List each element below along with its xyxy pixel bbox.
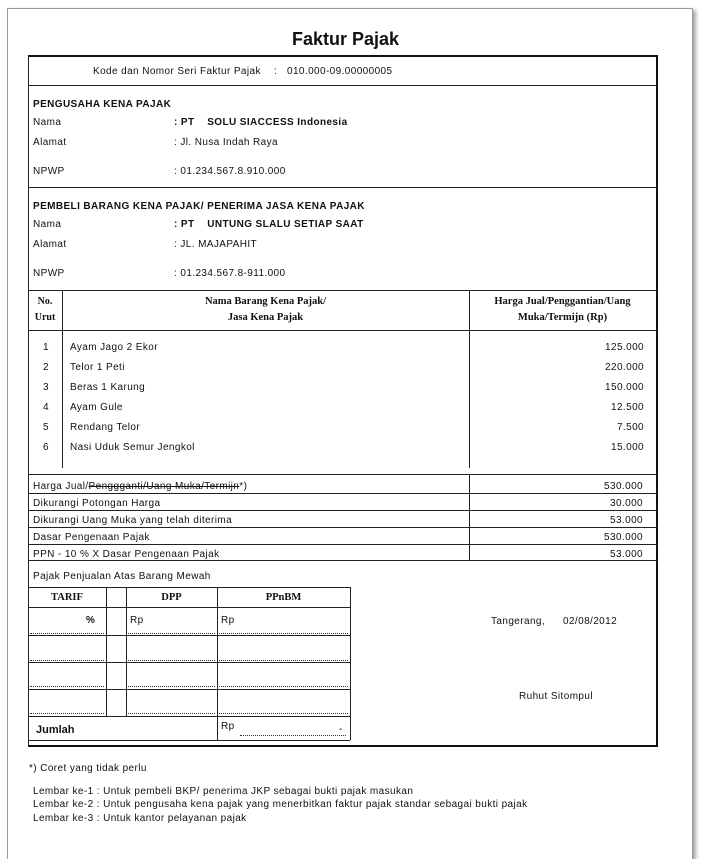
jumlah-label: Jumlah xyxy=(36,724,75,736)
dpp-header: DPP xyxy=(161,592,182,603)
dotted-line xyxy=(30,713,104,714)
dotted-line xyxy=(30,633,104,634)
note-lembar-2: Lembar ke-2 : Untuk pengusaha kena pajak yang menerbitkan faktur pajak standar sebagai bukti pajak xyxy=(33,799,528,810)
divider xyxy=(28,689,350,690)
item-name: Rendang Telor xyxy=(70,422,141,433)
item-price: 15.000 xyxy=(611,442,644,453)
divider xyxy=(28,85,658,86)
pembeli-alamat-value: : JL. MAJAPAHIT xyxy=(174,239,258,250)
divider xyxy=(28,330,658,331)
potongan-value: 30.000 xyxy=(610,498,643,509)
pembeli-nama-value: : PT UNTUNG SLALU SETIAP SAAT xyxy=(174,219,364,230)
item-no: 5 xyxy=(43,422,49,433)
col-no-header-1: No. xyxy=(37,296,53,307)
item-name: Ayam Jago 2 Ekor xyxy=(70,342,158,353)
kode-colon: : xyxy=(274,66,278,77)
dotted-line xyxy=(128,686,215,687)
ppnbm-header: PPnBM xyxy=(265,592,302,603)
divider xyxy=(28,560,658,561)
col-divider xyxy=(469,474,470,560)
signature-place: Tangerang, xyxy=(491,616,546,627)
pembeli-alamat-label: Alamat xyxy=(33,239,67,250)
ppnbm-table-right xyxy=(350,587,351,740)
dotted-line xyxy=(219,713,348,714)
dotted-line xyxy=(128,633,215,634)
dotted-line xyxy=(30,686,104,687)
signature-name: Ruhut Sitompul xyxy=(519,691,593,702)
divider xyxy=(28,493,658,494)
pembeli-npwp-label: NPWP xyxy=(33,268,65,279)
ppnbm-table-bottom xyxy=(28,740,350,741)
dasar-value: 530.000 xyxy=(604,532,643,543)
item-no: 4 xyxy=(43,402,49,413)
frame-left xyxy=(28,55,29,745)
item-name: Beras 1 Karung xyxy=(70,382,146,393)
harga-jual-value: 530.000 xyxy=(604,481,643,492)
ppnbm-col-divider xyxy=(217,587,218,740)
divider xyxy=(28,527,658,528)
signature-date: 02/08/2012 xyxy=(563,616,618,627)
item-price: 7.500 xyxy=(616,422,644,433)
item-price: 12.500 xyxy=(611,402,644,413)
dotted-line xyxy=(30,660,104,661)
col-name-header-1: Nama Barang Kena Pajak/ xyxy=(204,296,327,307)
col-no-header-2: Urut xyxy=(34,312,56,323)
pembeli-nama-label: Nama xyxy=(33,219,62,230)
dotted-line xyxy=(219,686,348,687)
divider xyxy=(28,635,350,636)
divider xyxy=(28,544,658,545)
item-name: Nasi Uduk Semur Jengkol xyxy=(70,442,195,453)
divider xyxy=(28,290,658,291)
jumlah-dash: - xyxy=(339,724,343,735)
pengusaha-npwp-value: : 01.234.567.8.910.000 xyxy=(174,166,286,177)
pengusaha-nama-label: Nama xyxy=(33,117,62,128)
item-name: Telor 1 Peti xyxy=(70,362,125,373)
dotted-line xyxy=(128,713,215,714)
ppn-label: PPN - 10 % X Dasar Pengenaan Pajak xyxy=(33,549,220,560)
divider xyxy=(28,187,658,188)
dotted-line xyxy=(219,660,348,661)
pengusaha-alamat-value: : Jl. Nusa Indah Raya xyxy=(174,137,279,148)
frame-right xyxy=(656,55,658,745)
item-price: 125.000 xyxy=(605,342,644,353)
note-lembar-3: Lembar ke-3 : Untuk kantor pelayanan pajak xyxy=(33,813,247,824)
col-price-header-2: Muka/Termijn (Rp) xyxy=(517,312,608,323)
note-coret: *) Coret yang tidak perlu xyxy=(29,763,147,774)
page-title: Faktur Pajak xyxy=(291,29,400,49)
dotted-line xyxy=(128,660,215,661)
col-price-header-1: Harga Jual/Penggantian/Uang xyxy=(494,296,631,307)
pengusaha-alamat-label: Alamat xyxy=(33,137,67,148)
divider xyxy=(28,716,350,717)
ppn-value: 53.000 xyxy=(610,549,643,560)
divider xyxy=(28,607,350,608)
harga-jual-label: Harga Jual/Penggganti/Uang Muka/Termijn*) xyxy=(33,481,248,492)
ppnbm-heading: Pajak Penjualan Atas Barang Mewah xyxy=(33,571,211,582)
item-no: 1 xyxy=(43,342,49,353)
ppnbm-rp: Rp xyxy=(221,615,235,626)
pengusaha-heading: PENGUSAHA KENA PAJAK xyxy=(33,99,172,110)
divider xyxy=(28,474,658,475)
item-no: 6 xyxy=(43,442,49,453)
dpp-rp: Rp xyxy=(130,615,144,626)
tarif-percent: % xyxy=(86,615,96,626)
tarif-header: TARIF xyxy=(51,592,83,603)
pembeli-npwp-value: : 01.234.567.8-911.000 xyxy=(174,268,286,279)
uang-muka-label: Dikurangi Uang Muka yang telah diterima xyxy=(33,515,233,526)
frame-top xyxy=(28,55,658,57)
pembeli-heading: PEMBELI BARANG KENA PAJAK/ PENERIMA JASA KENA PAJAK xyxy=(33,201,365,212)
dotted-line xyxy=(240,735,346,736)
pengusaha-npwp-label: NPWP xyxy=(33,166,65,177)
kode-value: 010.000-09.00000005 xyxy=(287,66,393,77)
pengusaha-nama-value: : PT SOLU SIACCESS Indonesia xyxy=(174,117,348,128)
item-no: 3 xyxy=(43,382,49,393)
potongan-label: Dikurangi Potongan Harga xyxy=(33,498,161,509)
ppnbm-table-top xyxy=(28,587,350,588)
divider xyxy=(28,662,350,663)
col-name-header-2: Jasa Kena Pajak xyxy=(227,312,304,323)
note-lembar-1: Lembar ke-1 : Untuk pembeli BKP/ penerima JKP sebagai bukti pajak masukan xyxy=(33,786,414,797)
uang-muka-value: 53.000 xyxy=(610,515,643,526)
jumlah-rp: Rp xyxy=(221,721,235,732)
item-name: Ayam Gule xyxy=(70,402,123,413)
frame-bottom xyxy=(28,745,658,747)
dasar-label: Dasar Pengenaan Pajak xyxy=(33,532,150,543)
divider xyxy=(28,510,658,511)
kode-label: Kode dan Nomor Seri Faktur Pajak xyxy=(93,66,261,77)
dotted-line xyxy=(219,633,348,634)
item-price: 150.000 xyxy=(605,382,644,393)
item-no: 2 xyxy=(43,362,49,373)
item-price: 220.000 xyxy=(605,362,644,373)
